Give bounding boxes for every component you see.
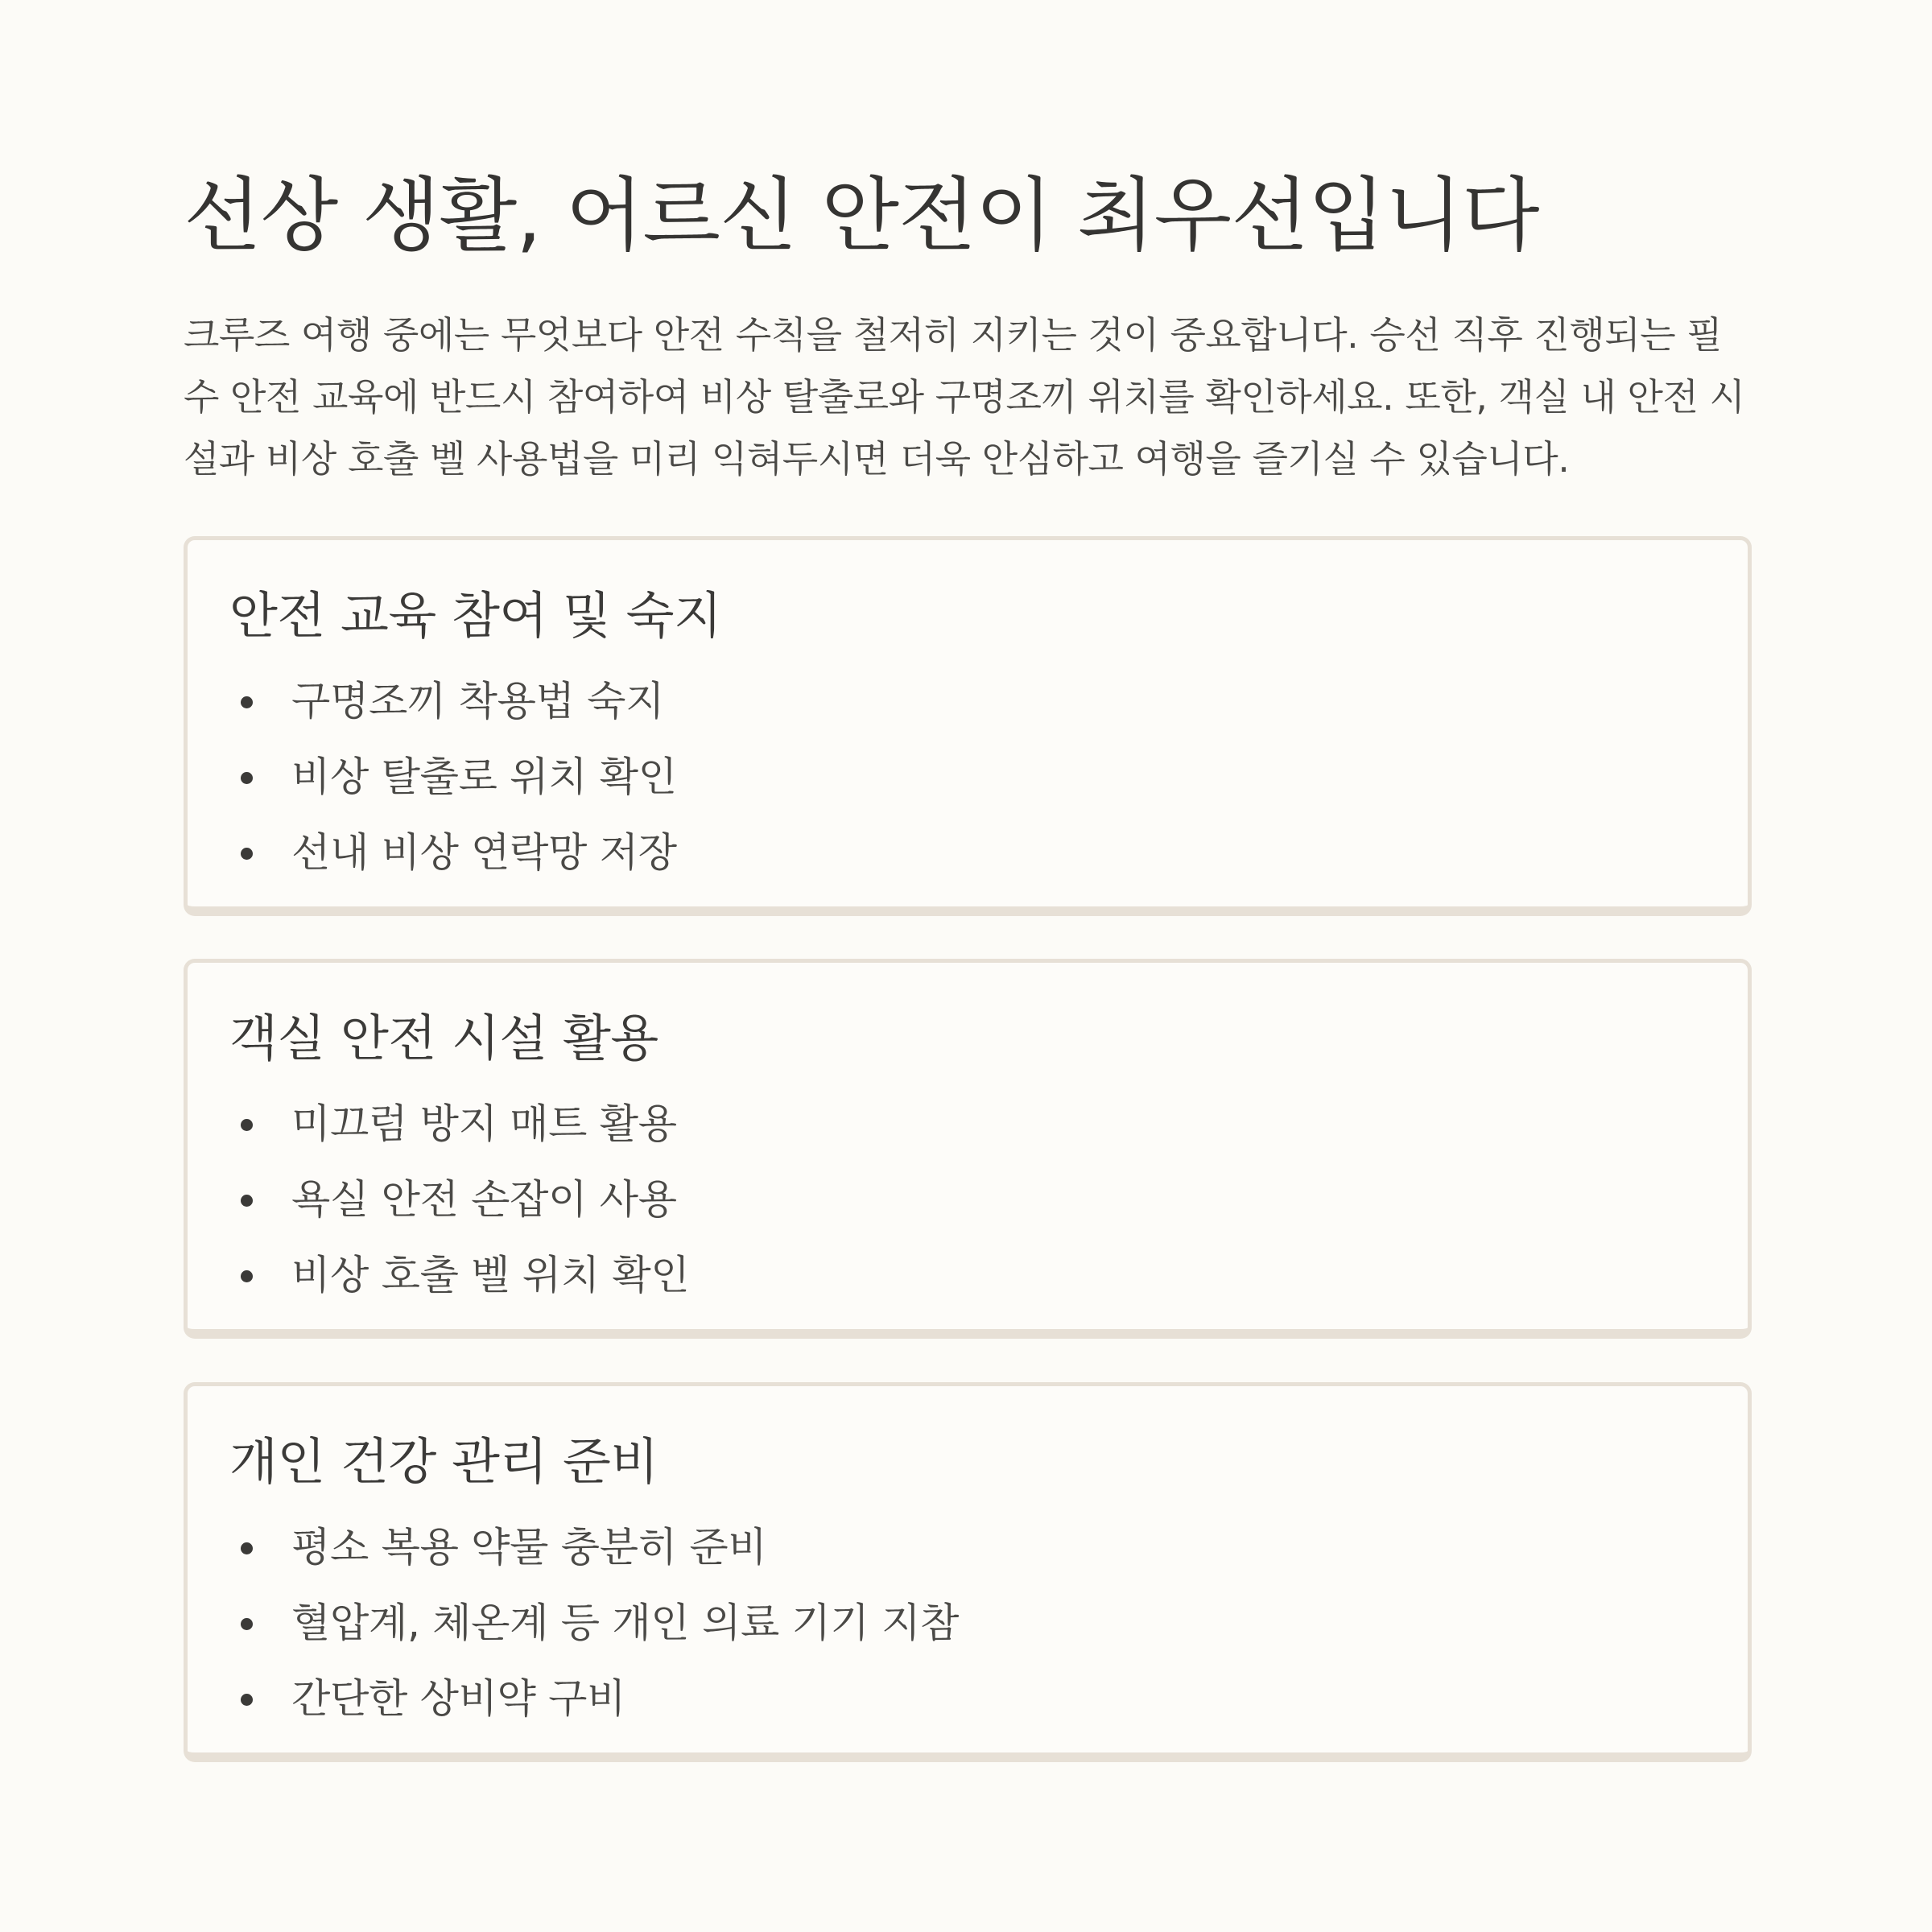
bullet-icon — [241, 848, 253, 860]
health-preparation-card — [184, 1382, 1752, 1762]
cabin-safety-card — [184, 959, 1752, 1339]
safety-education-card — [184, 536, 1752, 916]
list-item-text: 평소 복용 약물 충분히 준비 — [291, 1524, 767, 1571]
list-item-text: 간단한 상비약 구비 — [291, 1675, 626, 1722]
bullet-icon — [241, 772, 253, 784]
bullet-icon — [241, 1195, 253, 1207]
card-title: 개인 건강 관리 준비 — [229, 1432, 658, 1491]
list-item-text: 선내 비상 연락망 저장 — [291, 829, 677, 876]
card-title: 객실 안전 시설 활용 — [229, 1009, 658, 1067]
bullet-icon — [241, 1542, 253, 1554]
list-item-text: 혈압계, 체온계 등 개인 의료 기기 지참 — [291, 1600, 960, 1646]
list-item-text: 구명조끼 착용법 숙지 — [291, 678, 665, 724]
card-title: 안전 교육 참여 및 숙지 — [229, 586, 722, 645]
intro-paragraph: 크루즈 여행 중에는 무엇보다 안전 수칙을 철저히 지키는 것이 중요합니다. 승선 직후 진행되는 필수 안전 교육에 반드시 참여하여 비상 탈출로와 구명조끼 위치를 확인하세요. 또한, 객실 내 안전 시설과 비상 호출 벨 사용법을 미리 익혀두시면 더욱 안심하고 여행을 즐기실 수 있습니다. — [184, 313, 1745, 481]
bullet-icon — [241, 1618, 253, 1630]
bullet-icon — [241, 1694, 253, 1706]
list-item-text: 미끄럼 방지 매트 활용 — [291, 1100, 677, 1147]
page-title: 선상 생활, 어르신 안전이 최우선입니다 — [184, 168, 1539, 262]
list-item-text: 욕실 안전 손잡이 사용 — [291, 1176, 677, 1223]
bullet-icon — [241, 1119, 253, 1131]
list-item-text: 비상 호출 벨 위치 확인 — [291, 1252, 690, 1298]
bullet-icon — [241, 696, 253, 708]
list-item-text: 비상 탈출로 위치 확인 — [291, 753, 677, 800]
bullet-icon — [241, 1270, 253, 1282]
